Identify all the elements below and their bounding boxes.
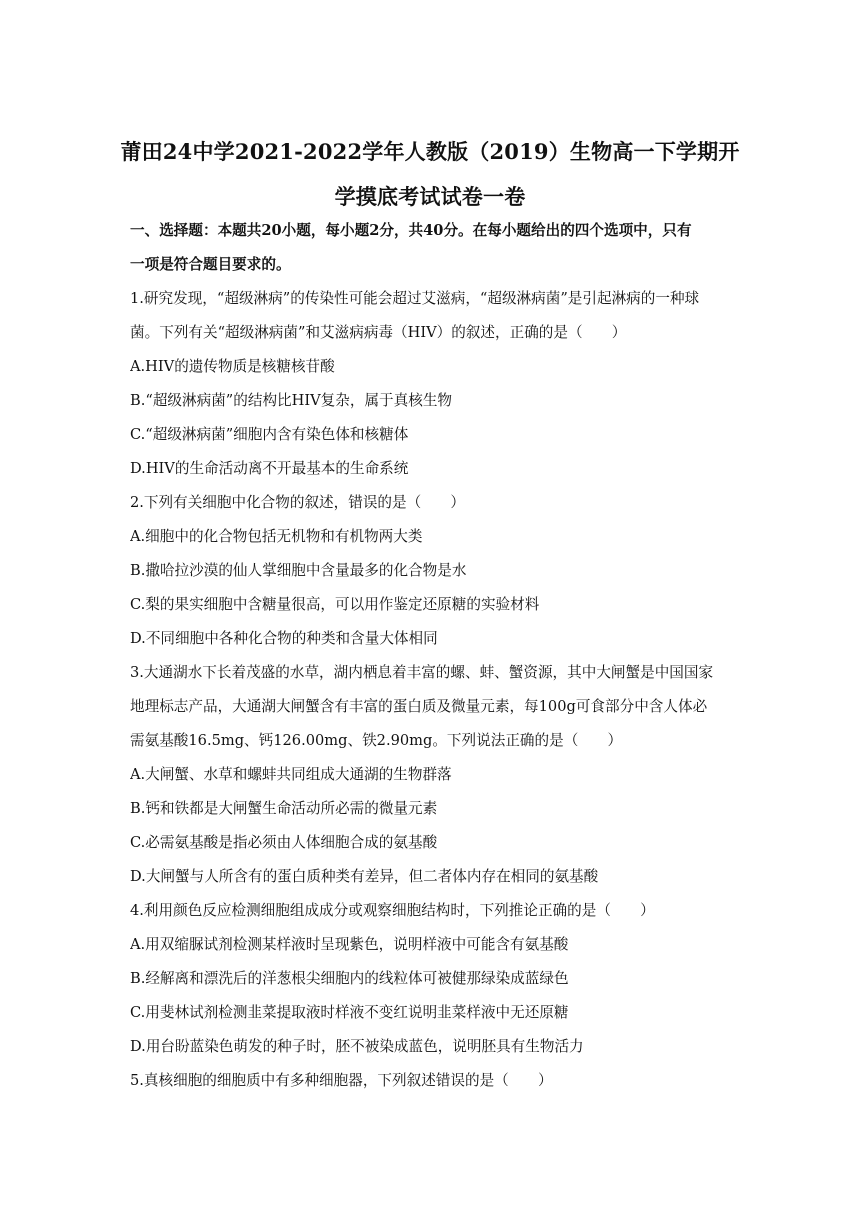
text-line: 3.大通湖水下长着茂盛的水草，湖内栖息着丰富的螺、蚌、蟹资源，其中大闸蟹是中国国家 (130, 664, 714, 681)
text-line: C.“超级淋病菌”细胞内含有染色体和核糖体 (130, 426, 409, 443)
text-line: 1.研究发现，“超级淋病”的传染性可能会超过艾滋病，“超级淋病菌”是引起淋病的一种球 (130, 290, 700, 307)
text-line: C.必需氨基酸是指必须由人体细胞合成的氨基酸 (130, 834, 438, 851)
text-line: 需氨基酸16.5mg、钙126.00mg、铁2.90mg。下列说法正确的是（ ） (130, 732, 623, 749)
document-body (130, 214, 740, 1098)
text-line: 4.利用颜色反应检测细胞组成成分或观察细胞结构时，下列推论正确的是（ ） (130, 902, 655, 919)
text-line: B.“超级淋病菌”的结构比HIV复杂，属于真核生物 (130, 392, 453, 409)
text-line: B.经解离和漂洗后的洋葱根尖细胞内的线粒体可被健那绿染成蓝绿色 (130, 970, 569, 987)
text-line: C.梨的果实细胞中含糖量很高，可以用作鉴定还原糖的实验材料 (130, 596, 540, 613)
document-title-line-2: 学摸底考试试卷一卷 (334, 184, 526, 209)
text-line: D.用台盼蓝染色萌发的种子时，胚不被染成蓝色，说明胚具有生物活力 (130, 1038, 584, 1055)
section-heading-line: 一项是符合题目要求的。 (130, 256, 291, 273)
section-heading-line: 一、选择题：本题共20小题，每小题2分，共40分。在每小题给出的四个选项中，只有 (130, 222, 692, 239)
text-line: A.用双缩脲试剂检测某样液时呈现紫色，说明样液中可能含有氨基酸 (130, 936, 569, 953)
text-line: 5.真核细胞的细胞质中有多种细胞器，下列叙述错误的是（ ） (130, 1072, 553, 1089)
text-line: D.大闸蟹与人所含有的蛋白质种类有差异，但二者体内存在相同的氨基酸 (130, 868, 599, 885)
text-line: 地理标志产品，大通湖大闸蟹含有丰富的蛋白质及微量元素，每100g可食部分中含人体必 (130, 698, 708, 715)
text-line: A.细胞中的化合物包括无机物和有机物两大类 (130, 528, 423, 545)
text-line: B.撒哈拉沙漠的仙人掌细胞中含量最多的化合物是水 (130, 562, 467, 579)
text-line: D.不同细胞中各种化合物的种类和含量大体相同 (130, 630, 438, 647)
document-title-line-1: 莆田24中学2021-2022学年人教版（2019）生物高一下学期开 (120, 139, 740, 164)
text-line: 2.下列有关细胞中化合物的叙述，错误的是（ ） (130, 494, 465, 511)
text-line: D.HIV的生命活动离不开最基本的生命系统 (130, 460, 409, 477)
text-line: B.钙和铁都是大闸蟹生命活动所必需的微量元素 (130, 800, 438, 817)
text-line: A.大闸蟹、水草和螺蚌共同组成大通湖的生物群落 (130, 766, 452, 783)
text-line: 菌。下列有关“超级淋病菌”和艾滋病病毒（HIV）的叙述，正确的是（ ） (130, 324, 627, 341)
text-line: C.用斐林试剂检测韭菜提取液时样液不变红说明韭菜样液中无还原糖 (130, 1004, 569, 1021)
text-line: A.HIV的遗传物质是核糖核苷酸 (130, 358, 335, 375)
